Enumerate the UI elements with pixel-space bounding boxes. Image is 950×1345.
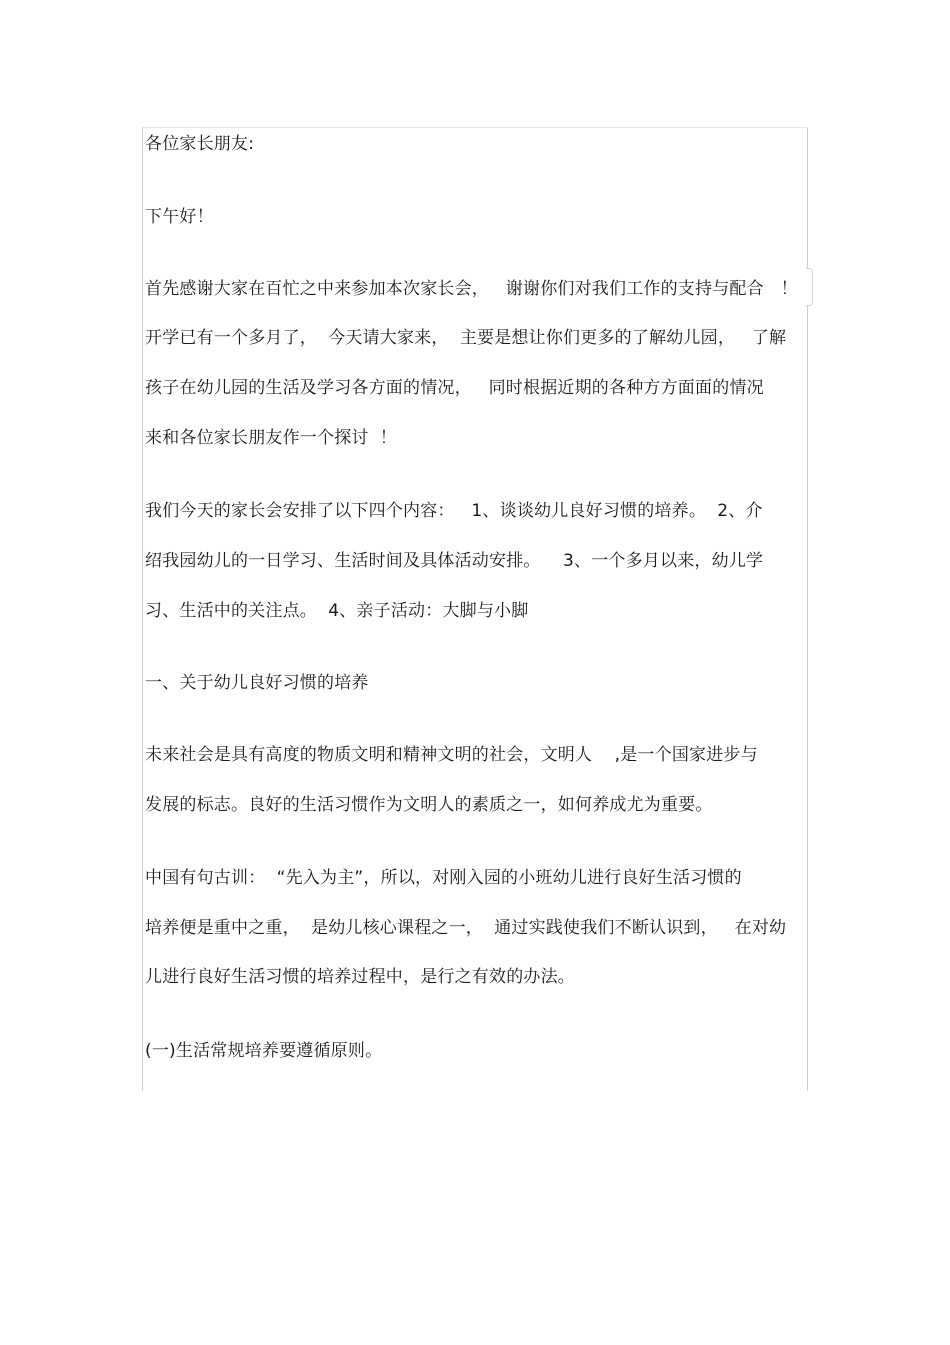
- section-heading: 一、关于幼儿良好习惯的培养: [145, 673, 369, 693]
- subsection-heading: (一)生活常规培养要遵循原则。: [145, 1041, 383, 1061]
- paragraph-intro-line-1: 首先感谢大家在百忙之中来参加本次家长会， 谢谢你们对我们工作的支持与配合 ！: [145, 279, 798, 299]
- paragraph-proverb-line-1: 中国有句古训： “先入为主”，所以，对刚入园的小班幼儿进行良好生活习惯的: [145, 868, 742, 888]
- paragraph-proverb-line-2: 培养便是重中之重， 是幼儿核心课程之一， 通过实践使我们不断认识到， 在对幼: [145, 918, 787, 938]
- paragraph-civilization-line-2: 发展的标志。良好的生活习惯作为文明人的素质之一，如何养成尤为重要。: [145, 795, 713, 815]
- paragraph-agenda-line-2: 绍我园幼儿的一日学习、生活时间及具体活动安排。 3、一个多月以来，幼儿学: [145, 551, 764, 571]
- paragraph-civilization-line-1: 未来社会是具有高度的物质文明和精神文明的社会，文明人 ,是一个国家进步与: [145, 745, 758, 765]
- paragraph-intro-line-4: 来和各位家长朋友作一个探讨 ！: [145, 428, 398, 448]
- paragraph-agenda-line-3: 习、生活中的关注点。 4、亲子活动：大脚与小脚: [145, 601, 529, 621]
- paragraph-intro-line-2: 开学已有一个多月了， 今天请大家来， 主要是想让你们更多的了解幼儿园， 了解: [145, 328, 787, 348]
- paragraph-agenda-line-1: 我们今天的家长会安排了以下四个内容： 1、谈谈幼儿良好习惯的培养。 2、介: [145, 501, 763, 521]
- paragraph-proverb-line-3: 儿进行良好生活习惯的培养过程中，是行之有效的办法。: [145, 967, 575, 987]
- salutation: 各位家长朋友:: [145, 134, 255, 154]
- page-edge-marker: [806, 268, 813, 306]
- paragraph-intro-line-3: 孩子在幼儿园的生活及学习各方面的情况， 同时根据近期的各种方方面面的情况: [145, 378, 764, 398]
- greeting: 下午好！: [145, 207, 214, 227]
